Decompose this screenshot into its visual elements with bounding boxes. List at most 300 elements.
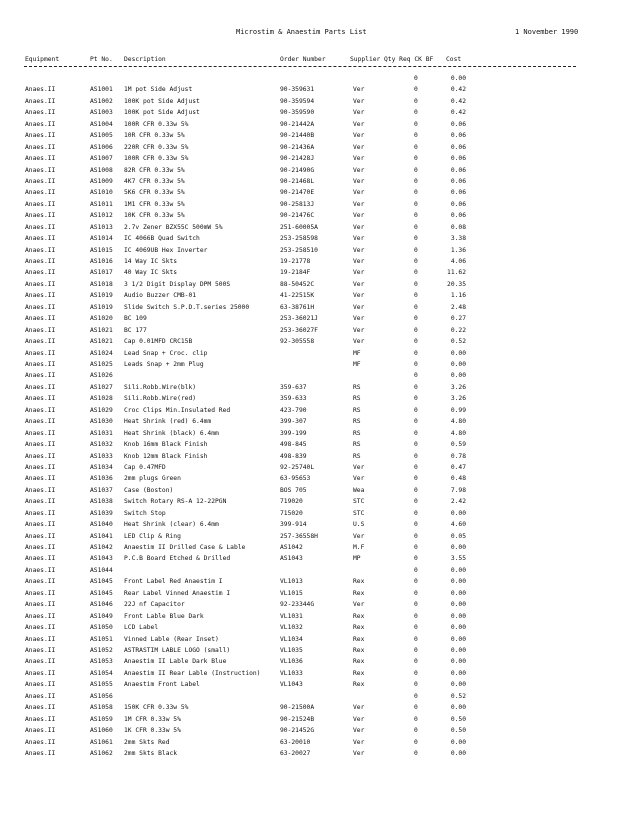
cell-description: IC 4066B Quad Switch [124,235,200,243]
cell-cost: 0.00 [450,544,466,552]
cell-description: 2mm Skts Black [124,749,178,757]
cell-description: Rear Label Vinned Anaestim I [124,589,231,597]
cell-cost: 3.55 [450,555,466,563]
cell-description: Slide Switch S.P.D.T.series 25000 [124,303,250,311]
table-row [0,703,621,714]
cell-supplier: RS [353,383,361,391]
cell-part-no: AS1021 [90,338,113,346]
cell-cost: 2.42 [450,498,466,506]
cell-qty: 0 [414,303,418,311]
cell-supplier: MF [353,349,361,357]
table-row [0,337,621,348]
cell-part-no: AS1025 [90,361,113,368]
cell-qty: 0 [414,349,418,357]
cell-qty: 0 [414,177,418,185]
cell-description: 1M CFR 0.33w 5% [124,715,181,723]
table-row [0,268,621,279]
cell-supplier: STC [353,498,365,506]
cell-supplier: Rex [353,624,365,632]
cell-part-no: AS1062 [90,749,113,757]
table-row [0,371,621,382]
cell-qty: 0 [414,555,418,563]
column-header-cost: Cost [446,56,462,63]
cell-equipment: Anaes.II [25,452,56,460]
cell-qty: 0 [414,223,418,231]
cell-supplier: Ver [353,246,365,254]
cell-supplier: Ver [353,212,365,220]
cell-order-number: 498-839 [280,452,307,460]
cell-qty: 0 [414,258,418,266]
table-row [0,360,621,371]
cell-part-no: AS1026 [90,372,113,380]
cell-cost: 4.06 [450,258,466,266]
cell-description: 220R CFR 0.33w 5% [124,143,189,151]
cell-qty: 0 [414,566,418,574]
document-title: Microstim & Anaestim Parts List [236,28,367,36]
cell-supplier: Rex [353,681,365,689]
cell-part-no: AS1011 [90,200,113,208]
cell-supplier: RS [353,441,361,449]
cell-part-no: AS1019 [90,303,113,311]
cell-supplier: Ver [353,177,365,185]
table-row [0,509,621,520]
table-row [0,429,621,440]
cell-cost: 3.38 [450,235,466,243]
cell-cost: 0.00 [450,658,466,666]
cell-order-number: 715020 [280,509,303,517]
cell-cost: 0.00 [450,566,466,574]
table-row [0,532,621,543]
cell-supplier: Ver [353,235,365,243]
cell-cost: 2.48 [450,303,466,311]
cell-qty: 0 [414,624,418,632]
cell-supplier: Rex [353,658,365,666]
table-row [0,291,621,302]
table-row [0,314,621,325]
cell-part-no: AS1050 [90,624,113,632]
cell-equipment: Anaes.II [25,269,56,277]
cell-equipment: Anaes.II [25,475,56,483]
cell-qty: 0 [414,669,418,677]
table-row [0,440,621,451]
cell-order-number: VL1035 [280,647,303,654]
header-divider [24,66,576,67]
cell-supplier: Ver [353,97,365,105]
cell-cost: 0.00 [450,361,466,368]
cell-cost: 0.06 [450,212,466,220]
cell-equipment: Anaes.II [25,749,56,757]
cell-part-no: AS1034 [90,463,113,471]
cell-part-no: AS1028 [90,395,113,403]
cell-part-no: AS1012 [90,212,113,220]
cell-equipment: Anaes.II [25,532,56,540]
cell-description: Sili.Robb.Wire(blk) [124,383,197,391]
cell-description: 100R CFR 0.33w 5% [124,155,189,163]
cell-cost: 0.00 [450,738,466,746]
cell-part-no: AS1019 [90,292,113,300]
cell-equipment: Anaes.II [25,578,56,586]
cell-order-number: 253-36021J [280,315,318,323]
cell-order-number: 90-21468L [280,177,315,185]
cell-equipment: Anaes.II [25,143,56,151]
cell-cost: 4.80 [450,429,466,437]
table-row [0,349,621,360]
table-row [0,566,621,577]
cell-part-no: AS1020 [90,315,113,323]
cell-equipment: Anaes.II [25,647,56,654]
cell-order-number: VL1034 [280,635,303,643]
cell-order-number: 90-25813J [280,200,315,208]
cell-cost: 0.00 [450,635,466,643]
table-row [0,97,621,108]
cell-equipment: Anaes.II [25,498,56,506]
cell-cost: 0.00 [450,681,466,689]
cell-order-number: 90-21440B [280,132,315,140]
cell-supplier: Ver [353,166,365,174]
cell-cost: 0.06 [450,177,466,185]
table-row [0,726,621,737]
cell-qty: 0 [414,704,418,712]
cell-supplier: STC [353,509,365,517]
cell-supplier: Ver [353,315,365,323]
cell-description: Anaestim II Lable Dark Blue [124,658,227,666]
cell-order-number: VL1033 [280,669,303,677]
column-header-part-no: Pt No. [90,56,113,63]
cell-description: 100R CFR 0.33w 5% [124,120,189,128]
cell-supplier: Ver [353,292,365,300]
cell-equipment: Anaes.II [25,361,56,368]
cell-equipment: Anaes.II [25,509,56,517]
table-row [0,646,621,657]
table-row [0,749,621,760]
cell-qty: 0 [414,132,418,140]
cell-cost: 0.78 [450,452,466,460]
cell-description: BC 177 [124,326,147,334]
cell-cost: 0.06 [450,155,466,163]
cell-description: 100K pot Side Adjust [124,109,200,117]
cell-equipment: Anaes.II [25,555,56,563]
cell-part-no: AS1024 [90,349,113,357]
cell-description: IC 4069UB Hex Inverter [124,246,208,254]
cell-cost: 0.00 [450,509,466,517]
column-header-description: Description [124,56,166,63]
cell-part-no: AS1040 [90,521,113,529]
cell-equipment: Anaes.II [25,212,56,220]
cell-order-number: 90-21436A [280,143,315,151]
cell-cost: 0.00 [450,704,466,712]
cell-part-no: AS1021 [90,326,113,334]
table-row [0,85,621,96]
cell-order-number: 359-633 [280,395,307,403]
cell-supplier: M.F [353,544,365,552]
cell-description: Switch Stop [124,509,166,517]
cell-equipment: Anaes.II [25,223,56,231]
cell-supplier: Rex [353,669,365,677]
table-row [0,200,621,211]
cell-qty: 0 [414,738,418,746]
cell-part-no: AS1003 [90,109,113,117]
cell-description: Leads Snap + 2mm Plug [124,361,204,368]
cell-supplier: Rex [353,578,365,586]
cell-equipment: Anaes.II [25,166,56,174]
cell-equipment: Anaes.II [25,246,56,254]
cell-cost: 4.60 [450,521,466,529]
cell-supplier: Ver [353,189,365,197]
cell-cost: 1.36 [450,246,466,254]
cell-qty: 0 [414,544,418,552]
cell-equipment: Anaes.II [25,566,56,574]
cell-description: 2mm Skts Red [124,738,170,746]
cell-qty: 0 [414,647,418,654]
cell-cost: 3.26 [450,383,466,391]
table-row [0,497,621,508]
cell-supplier: RS [353,418,361,426]
cell-equipment: Anaes.II [25,441,56,449]
table-row [0,417,621,428]
cell-part-no: AS1014 [90,235,113,243]
cell-equipment: Anaes.II [25,635,56,643]
cell-description: LED Clip & Ring [124,532,181,540]
cell-description: Cap 0.47MFD [124,463,166,471]
cell-supplier: Ver [353,258,365,266]
cell-equipment: Anaes.II [25,727,56,735]
cell-order-number: VL1031 [280,612,303,620]
table-row [0,154,621,165]
cell-cost: 0.00 [450,647,466,654]
cell-supplier: Ver [353,303,365,311]
cell-supplier: RS [353,406,361,414]
cell-order-number: 90-21490G [280,166,315,174]
cell-qty: 0 [414,143,418,151]
cell-qty: 0 [414,269,418,277]
cell-qty: 0 [414,235,418,243]
cell-qty: 0 [414,441,418,449]
cell-equipment: Anaes.II [25,315,56,323]
cell-supplier: Wea [353,486,365,494]
cell-equipment: Anaes.II [25,418,56,426]
cell-description: 1M pot Side Adjust [124,86,193,94]
cell-description: P.C.B Board Etched & Drilled [124,555,231,563]
cell-qty: 0 [414,418,418,426]
cell-order-number: 63-20010 [280,738,311,746]
cell-supplier: MF [353,361,361,368]
cell-qty: 0 [414,361,418,368]
cell-supplier: Ver [353,704,365,712]
cell-part-no: AS1031 [90,429,113,437]
cell-qty: 0 [414,292,418,300]
cell-supplier: U.S [353,521,365,529]
cell-part-no: AS1036 [90,475,113,483]
cell-equipment: Anaes.II [25,383,56,391]
cell-cost: 0.06 [450,200,466,208]
cell-supplier: Ver [353,223,365,231]
cell-supplier: Ver [353,143,365,151]
cell-qty: 0 [414,246,418,254]
cell-order-number: 359-637 [280,383,307,391]
cell-supplier: Ver [353,727,365,735]
cell-part-no: AS1033 [90,452,113,460]
table-row [0,486,621,497]
cell-part-no: AS1017 [90,269,113,277]
cell-equipment: Anaes.II [25,258,56,266]
cell-order-number: 63-20027 [280,749,311,757]
table-row [0,738,621,749]
cell-cost: 0.00 [450,601,466,609]
cell-description: 5K6 CFR 0.33w 5% [124,189,185,197]
cell-order-number: 90-21476C [280,212,315,220]
cell-cost: 0.06 [450,143,466,151]
table-row [0,188,621,199]
cell-cost: 0.22 [450,326,466,334]
cell-part-no: AS1027 [90,383,113,391]
cell-qty: 0 [414,475,418,483]
cell-description: 14 Way IC Skts [124,258,178,266]
cell-equipment: Anaes.II [25,338,56,346]
cell-supplier: Ver [353,749,365,757]
cell-order-number: 257-36558H [280,532,318,540]
cell-qty: 0 [414,692,418,700]
cell-description: Audio Buzzer CMB-01 [124,292,197,300]
table-row [0,74,621,85]
cell-order-number: VL1043 [280,681,303,689]
cell-supplier: Ver [353,109,365,117]
cell-equipment: Anaes.II [25,109,56,117]
cell-description: Switch Rotary RS-A 12-22PGN [124,498,227,506]
column-header-order-number: Order Number [280,56,326,63]
cell-qty: 0 [414,338,418,346]
cell-order-number: 92-305558 [280,338,315,346]
table-row [0,600,621,611]
cell-qty: 0 [414,658,418,666]
table-row [0,326,621,337]
cell-supplier: Rex [353,635,365,643]
cell-equipment: Anaes.II [25,280,56,288]
cell-order-number: BOS 705 [280,486,307,494]
cell-cost: 1.16 [450,292,466,300]
cell-cost: 7.98 [450,486,466,494]
cell-cost: 0.42 [450,97,466,105]
cell-qty: 0 [414,635,418,643]
cell-qty: 0 [414,326,418,334]
cell-equipment: Anaes.II [25,521,56,529]
cell-order-number: 253-258510 [280,246,318,254]
cell-part-no: AS1042 [90,544,113,552]
cell-equipment: Anaes.II [25,177,56,185]
cell-supplier: Ver [353,738,365,746]
table-row [0,577,621,588]
cell-order-number: 63-38761H [280,303,315,311]
cell-part-no: AS1037 [90,486,113,494]
cell-supplier: Ver [353,86,365,94]
cell-order-number: VL1015 [280,589,303,597]
cell-equipment: Anaes.II [25,715,56,723]
column-header-equipment: Equipment [25,56,60,63]
cell-qty: 0 [414,166,418,174]
cell-part-no: AS1008 [90,166,113,174]
cell-part-no: AS1007 [90,155,113,163]
cell-order-number: 19-21778 [280,258,311,266]
cell-equipment: Anaes.II [25,155,56,163]
cell-part-no: AS1005 [90,132,113,140]
table-row [0,166,621,177]
cell-qty: 0 [414,521,418,529]
cell-part-no: AS1041 [90,532,113,540]
cell-description: 10K CFR 0.33w 5% [124,212,185,220]
cell-part-no: AS1046 [90,601,113,609]
cell-supplier: Rex [353,612,365,620]
cell-qty: 0 [414,395,418,403]
cell-part-no: AS1016 [90,258,113,266]
cell-qty: 0 [414,463,418,471]
cell-order-number: VL1032 [280,624,303,632]
cell-description: 2.7v Zener BZX55C 500mW 5% [124,223,223,231]
table-row [0,543,621,554]
cell-order-number: AS1043 [280,555,303,563]
cell-part-no: AS1013 [90,223,113,231]
cell-qty: 0 [414,601,418,609]
cell-qty: 0 [414,97,418,105]
cell-cost: 0.00 [450,589,466,597]
cell-qty: 0 [414,120,418,128]
cell-cost: 0.99 [450,406,466,414]
cell-supplier: RS [353,429,361,437]
cell-equipment: Anaes.II [25,681,56,689]
cell-equipment: Anaes.II [25,486,56,494]
cell-supplier: Ver [353,269,365,277]
table-row [0,234,621,245]
cell-part-no: AS1030 [90,418,113,426]
cell-qty: 0 [414,589,418,597]
cell-part-no: AS1018 [90,280,113,288]
table-row [0,635,621,646]
cell-order-number: 88-50452C [280,280,315,288]
table-row [0,177,621,188]
table-row [0,589,621,600]
table-row [0,680,621,691]
cell-description: 40 Way IC Skts [124,269,178,277]
cell-equipment: Anaes.II [25,292,56,300]
cell-supplier: RS [353,452,361,460]
cell-part-no: AS1039 [90,509,113,517]
table-row [0,223,621,234]
table-row [0,623,621,634]
cell-supplier: RS [353,395,361,403]
cell-order-number: 92-23344G [280,601,315,609]
table-row [0,383,621,394]
cell-qty: 0 [414,383,418,391]
column-header-qty: Qty Req CK BF [384,56,434,63]
cell-part-no: AS1015 [90,246,113,254]
cell-equipment: Anaes.II [25,326,56,334]
cell-qty: 0 [414,498,418,506]
cell-description: 2mm plugs Green [124,475,181,483]
cell-description: Cap 0.01MFD CRC15B [124,338,193,346]
cell-qty: 0 [414,372,418,380]
cell-supplier: Rex [353,647,365,654]
cell-supplier: Ver [353,280,365,288]
cell-part-no: AS1052 [90,647,113,654]
cell-description: Front Label Red Anaestim I [124,578,223,586]
cell-order-number: VL1013 [280,578,303,586]
cell-part-no: AS1045 [90,578,113,586]
cell-order-number: 90-359631 [280,86,315,94]
cell-cost: 0.59 [450,441,466,449]
cell-order-number: 63-95653 [280,475,311,483]
cell-description: Anaestim Front Label [124,681,200,689]
cell-description: LCD Label [124,624,159,632]
cell-part-no: AS1061 [90,738,113,746]
cell-equipment: Anaes.II [25,303,56,311]
